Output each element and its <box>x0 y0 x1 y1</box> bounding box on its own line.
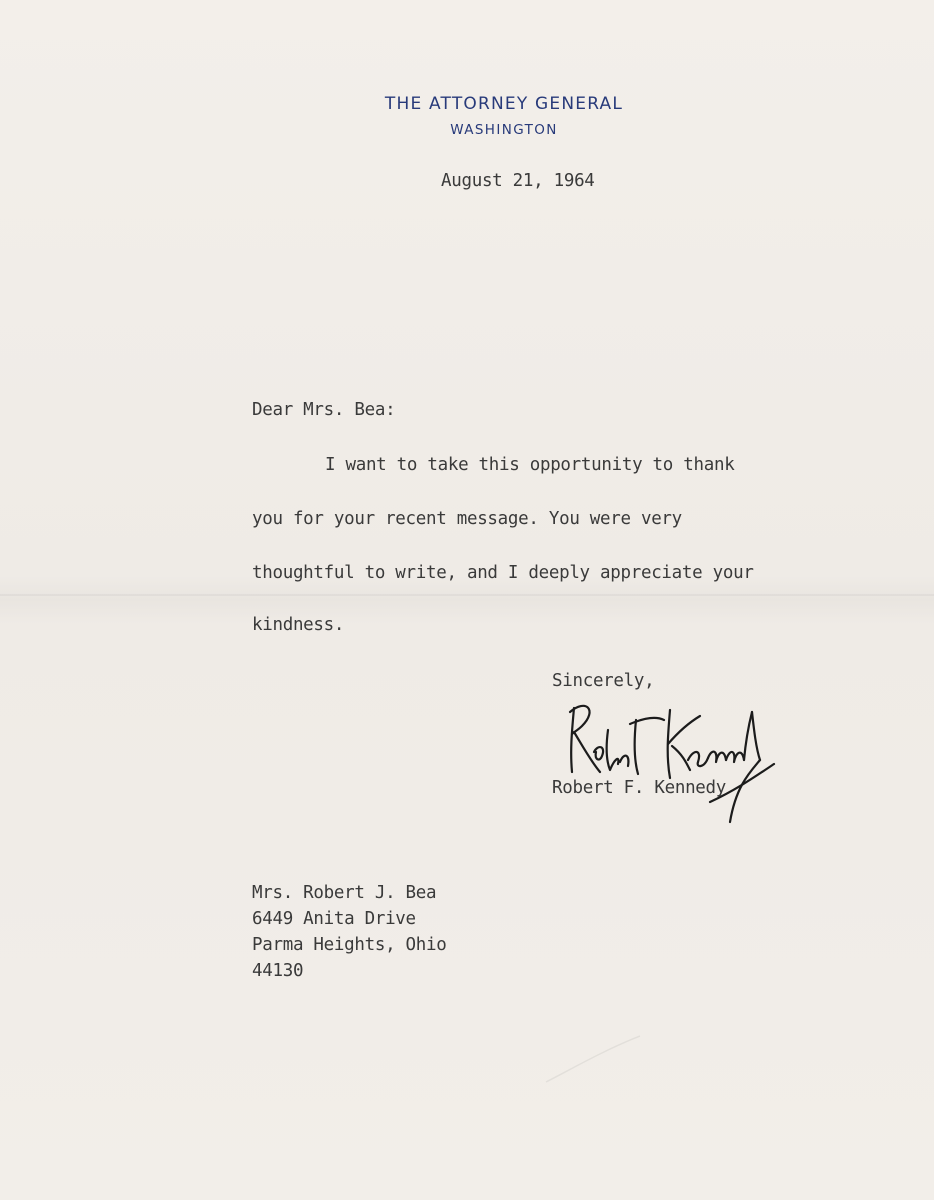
body-line: thoughtful to write, and I deeply appreciate your <box>252 563 754 583</box>
closing: Sincerely, <box>552 671 655 691</box>
paper-mark <box>540 1030 650 1090</box>
recipient-name: Mrs. Robert J. Bea <box>252 883 437 903</box>
body-line: you for your recent message. You were very <box>252 509 682 529</box>
recipient-street: 6449 Anita Drive <box>252 909 416 929</box>
body-line: kindness. <box>252 615 345 635</box>
signer-name: Robert F. Kennedy <box>552 778 727 798</box>
salutation: Dear Mrs. Bea: <box>252 400 396 420</box>
recipient-zip: 44130 <box>252 961 304 981</box>
letter-date: August 21, 1964 <box>441 171 595 191</box>
recipient-city-state: Parma Heights, Ohio <box>252 935 447 955</box>
body-line: I want to take this opportunity to thank <box>325 455 735 475</box>
letterhead-location: WASHINGTON <box>450 122 558 138</box>
handwritten-signature <box>560 690 790 830</box>
paper-fold <box>0 594 934 596</box>
letterhead-title: THE ATTORNEY GENERAL <box>384 94 624 114</box>
